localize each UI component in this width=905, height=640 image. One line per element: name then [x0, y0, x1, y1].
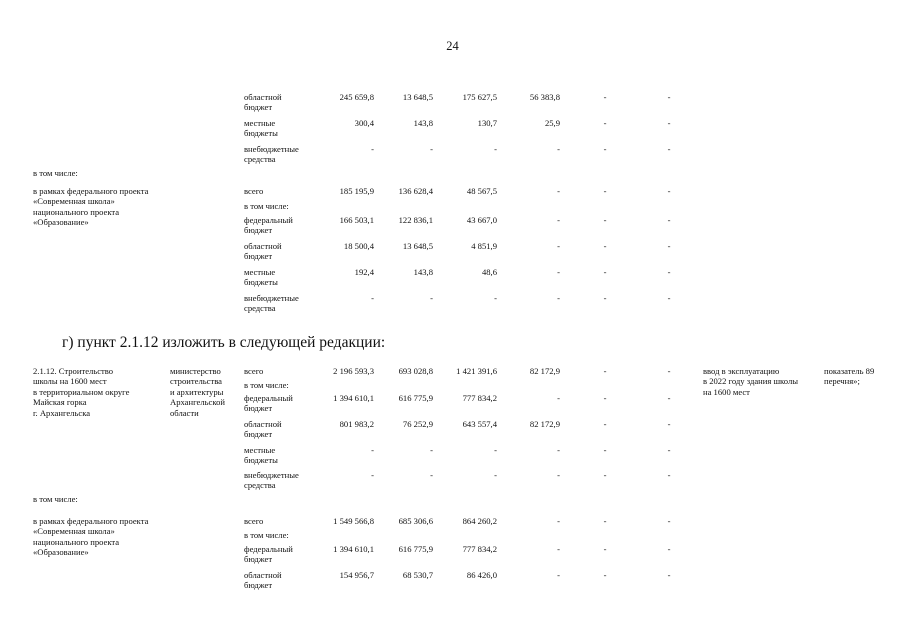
amount-cell: 130,7: [477, 118, 497, 128]
amount-cell: -: [667, 186, 671, 196]
amount-cell: -: [603, 366, 607, 376]
row-label: внебюджетные средства: [244, 470, 299, 491]
amount-cell: -: [557, 241, 560, 251]
amount-cell: -: [557, 470, 560, 480]
amount-cell: 48 567,5: [466, 186, 497, 196]
amount-cell: -: [557, 393, 560, 403]
table1-project-label: в рамках федерального проекта «Современная школа» национального проекта «Образование»: [33, 186, 149, 228]
row-label: внебюджетные средства: [244, 293, 299, 314]
amount-cell: -: [603, 516, 607, 526]
amount-cell: -: [557, 544, 560, 554]
amount-cell: -: [557, 516, 560, 526]
amount-cell: 801 983,2: [339, 419, 374, 429]
row-label: местные бюджеты: [244, 118, 278, 139]
row-label: областной бюджет: [244, 241, 282, 262]
amount-cell: 4 851,9: [471, 241, 497, 251]
row-label: областной бюджет: [244, 419, 282, 440]
amount-cell: -: [557, 267, 560, 277]
amount-cell: 616 775,9: [398, 544, 433, 554]
row-label: местные бюджеты: [244, 445, 278, 466]
amount-cell: -: [667, 570, 671, 580]
row-label: местные бюджеты: [244, 267, 278, 288]
row-label: всего: [244, 186, 264, 196]
amount-cell: -: [557, 293, 560, 303]
row-label: федеральный бюджет: [244, 393, 293, 414]
amount-cell: -: [667, 366, 671, 376]
amount-cell: -: [603, 445, 607, 455]
row-label: всего: [244, 366, 264, 376]
amount-cell: -: [667, 470, 671, 480]
amount-cell: 43 667,0: [466, 215, 497, 225]
amount-cell: 693 028,8: [398, 366, 433, 376]
amount-cell: -: [603, 186, 607, 196]
amount-cell: -: [667, 516, 671, 526]
amount-cell: -: [667, 215, 671, 225]
amount-cell: -: [667, 393, 671, 403]
row-label: в том числе:: [244, 201, 289, 211]
amount-cell: -: [557, 186, 560, 196]
amount-cell: 13 648,5: [402, 92, 433, 102]
amount-cell: 864 260,2: [462, 516, 497, 526]
amount-cell: -: [667, 267, 671, 277]
page-number: 24: [446, 39, 459, 53]
amount-cell: 82 172,9: [529, 366, 560, 376]
amount-cell: -: [603, 570, 607, 580]
amount-cell: -: [603, 144, 607, 154]
amount-cell: 1 549 566,8: [333, 516, 374, 526]
amount-cell: 143,8: [413, 267, 433, 277]
amount-cell: -: [371, 445, 374, 455]
amount-cell: 18 500,4: [343, 241, 374, 251]
amount-cell: 86 426,0: [466, 570, 497, 580]
amount-cell: -: [603, 241, 607, 251]
amount-cell: -: [603, 393, 607, 403]
amount-cell: -: [430, 144, 433, 154]
amount-cell: -: [371, 293, 374, 303]
amount-cell: -: [667, 92, 671, 102]
amount-cell: 185 195,9: [339, 186, 374, 196]
row-label: внебюджетные средства: [244, 144, 299, 165]
amount-cell: -: [557, 445, 560, 455]
amount-cell: -: [603, 544, 607, 554]
amount-cell: 56 383,8: [529, 92, 560, 102]
amount-cell: -: [667, 544, 671, 554]
amount-cell: 192,4: [354, 267, 374, 277]
amount-cell: -: [667, 144, 671, 154]
amount-cell: 2 196 593,3: [333, 366, 374, 376]
row-label: федеральный бюджет: [244, 544, 293, 565]
table2-project-label: в рамках федерального проекта «Современная школа» национального проекта «Образование»: [33, 516, 149, 558]
indicator: показатель 89 перечня»;: [824, 366, 875, 387]
amount-cell: -: [494, 144, 497, 154]
amount-cell: 777 834,2: [462, 393, 497, 403]
amount-cell: 643 557,4: [462, 419, 497, 429]
amount-cell: 175 627,5: [462, 92, 497, 102]
amount-cell: -: [603, 470, 607, 480]
amount-cell: -: [494, 445, 497, 455]
amount-cell: 166 503,1: [339, 215, 374, 225]
amount-cell: -: [667, 118, 671, 128]
amendment-heading: г) пункт 2.1.12 изложить в следующей редакции:: [62, 334, 386, 351]
amount-cell: -: [430, 445, 433, 455]
row-label: областной бюджет: [244, 92, 282, 113]
amount-cell: 1 394 610,1: [333, 544, 374, 554]
amount-cell: -: [430, 470, 433, 480]
amount-cell: -: [667, 293, 671, 303]
amount-cell: -: [557, 215, 560, 225]
amount-cell: -: [371, 144, 374, 154]
expected-result: ввод в эксплуатацию в 2022 году здания школы на 1600 мест: [703, 366, 799, 397]
amount-cell: 48,6: [481, 267, 497, 277]
row-label: федеральный бюджет: [244, 215, 293, 236]
row-label: в том числе:: [244, 530, 289, 540]
amount-cell: 616 775,9: [398, 393, 433, 403]
amount-cell: 1 421 391,6: [456, 366, 497, 376]
amount-cell: -: [557, 570, 560, 580]
amount-cell: 154 956,7: [339, 570, 374, 580]
amount-cell: -: [603, 419, 607, 429]
item-title: 2.1.12. Строительство школы на 1600 мест в территориальном округе Майская горка г. Архангельска: [33, 366, 130, 418]
amount-cell: -: [603, 92, 607, 102]
table1-subtotal-label: в том числе:: [33, 168, 78, 178]
amount-cell: -: [371, 470, 374, 480]
amount-cell: 1 394 610,1: [333, 393, 374, 403]
row-label: всего: [244, 516, 264, 526]
amount-cell: -: [667, 419, 671, 429]
amount-cell: 76 252,9: [402, 419, 433, 429]
amount-cell: -: [603, 118, 607, 128]
amount-cell: -: [603, 215, 607, 225]
amount-cell: 13 648,5: [402, 241, 433, 251]
amount-cell: -: [557, 144, 560, 154]
amount-cell: 143,8: [413, 118, 433, 128]
amount-cell: 82 172,9: [529, 419, 560, 429]
amount-cell: -: [430, 293, 433, 303]
amount-cell: 245 659,8: [339, 92, 374, 102]
executor: министерство строительства и архитектуры Архангельской области: [170, 366, 225, 418]
amount-cell: -: [603, 267, 607, 277]
amount-cell: 685 306,6: [398, 516, 433, 526]
amount-cell: 777 834,2: [462, 544, 497, 554]
table2-subtotal-label: в том числе:: [33, 494, 78, 504]
amount-cell: -: [494, 293, 497, 303]
amount-cell: -: [494, 470, 497, 480]
amount-cell: 300,4: [354, 118, 374, 128]
amount-cell: 68 530,7: [402, 570, 433, 580]
amount-cell: -: [667, 241, 671, 251]
amount-cell: -: [667, 445, 671, 455]
row-label: областной бюджет: [244, 570, 282, 591]
amount-cell: -: [603, 293, 607, 303]
amount-cell: 122 836,1: [398, 215, 433, 225]
amount-cell: 136 628,4: [398, 186, 433, 196]
row-label: в том числе:: [244, 380, 289, 390]
amount-cell: 25,9: [544, 118, 560, 128]
